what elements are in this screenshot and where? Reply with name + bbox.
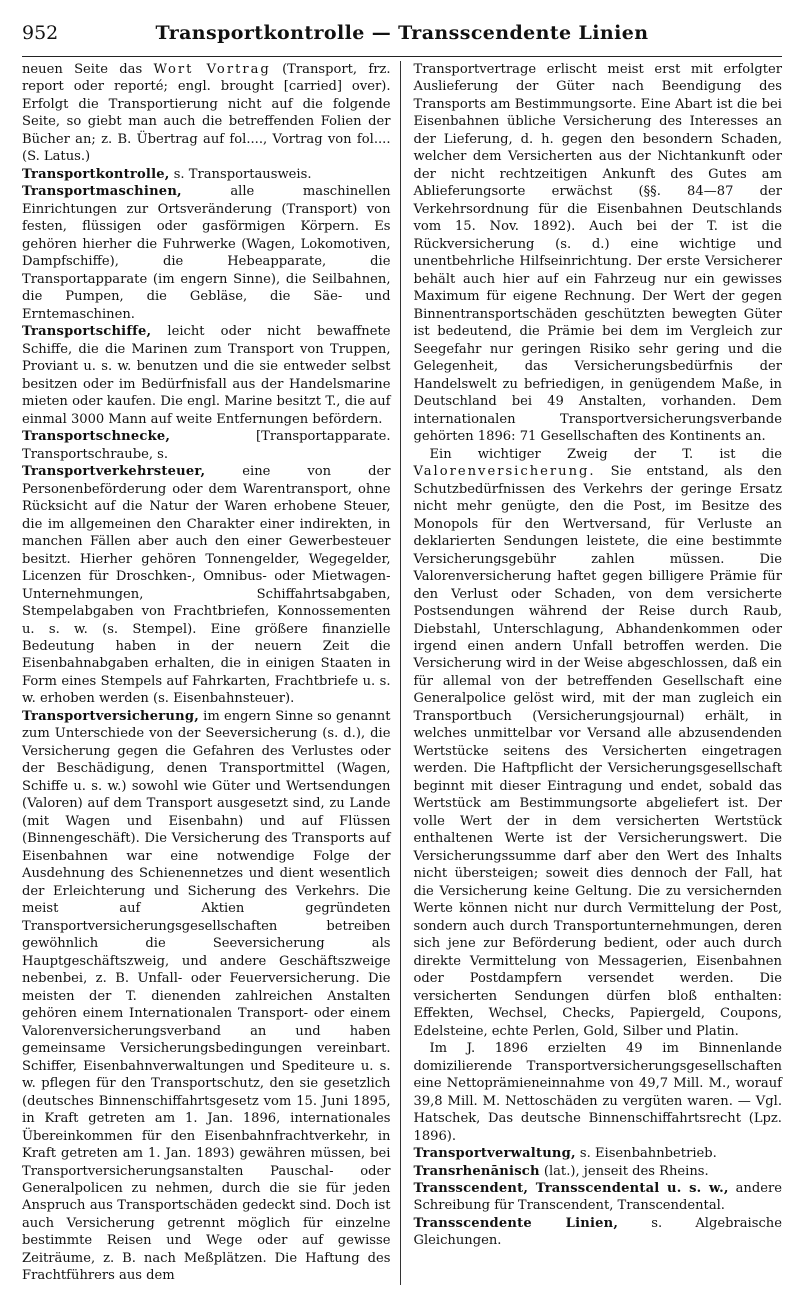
headword: Transrhenānisch: [413, 1163, 540, 1179]
cross-reference-overflow: [Transportapparate.: [256, 429, 391, 445]
entry-text: s. Transportausweis.: [169, 166, 312, 182]
entry-text: leicht oder nicht bewaffnete Schiffe, die die Marinen zum Transport von Truppen, Proviant u. s. w. benutzen und die sie entweder selbst besitzen oder im Bedürfnisfall aus der Handelsmarine mieten oder kaufen. Die engl. Marine besitzt T., die auf einmal 3000 Mann auf weite Entfernungen befördern.: [22, 324, 391, 427]
headword: Transportschiffe,: [22, 324, 152, 340]
entry-transportverkehrsteuer: [22, 463, 391, 708]
text-run: Ein wichtiger Zweig der T. ist die: [429, 446, 782, 462]
headword: Transportverwaltung,: [413, 1146, 576, 1162]
emphasized-term: Valorenversicherung.: [413, 464, 596, 480]
entry-transportkontrolle: [22, 166, 391, 183]
entry-transrhenanisch: [413, 1163, 782, 1180]
text-run: neuen Seite das: [22, 62, 154, 77]
continued-paragraph: Transportvertrage erlischt meist erst mit erfolgter Auslieferung der Güter nach Beendigung des Transports am Bestimmungsorte. Eine Abart ist die bei Eisenbahnen übliche Versicherung des Interesses an der Lieferung, d. h. gegen den besondern Schaden, welcher dem Versicherten aus der Nichtankunft oder der nicht rechtzeitigen Ankunft des Gutes am Ablieferungsorte erwächst (§§. 84—87 der Verkehrsordnung für die Eisenbahnen Deutschlands vom 15. Nov. 1892). Auch bei der T. ist die Rückversicherung (s. d.) eine wichtige und unentbehrliche Hilfseinrichtung. Der erste Versicherer behält auch hier auf ein Fahrzeug nur ein gewisses Maximum für eigene Rechnung. Der Wert der gegen Binnentransportschäden geschützten bewegten Güter ist bedeutend, die Prämie bei dem im Vergleich zur Seegefahr nur geringen Risiko sehr gering und die Gelegenheit, das Versicherungsbedürfnis der Handelswelt zu befriedigen, in genügendem Maße, in Deutschland bei 49 Anstalten, vorhanden. Dem internationalen Transportversicherungsverbande gehörten 1896: 71 Gesellschaften des Kontinents an.: [413, 62, 782, 445]
entry-text: s. Eisenbahnbetrieb.: [575, 1146, 717, 1162]
entry-text: Transportschraube, s.: [22, 446, 169, 462]
entry-transscendente-linien: [413, 1215, 782, 1250]
headword: Transscendent, Transscendental u. s. w.,: [413, 1181, 729, 1196]
emphasized-term: Wort Vortrag: [153, 62, 271, 77]
columns: [22, 61, 782, 1285]
right-column: [406, 61, 782, 1285]
entry-text: im engern Sinne so genannt zum Unterschiede von der Seeversicherung (s. d.), die Versicherung gegen die Gefahren des Verlustes oder der Beschädigung, denen Transportmittel (Wagen, Schiffe u. s. w.) sowohl wie Güter und Wertsendungen (Valoren) auf dem Transport ausgesetzt sind, zu Lande (mit Wagen und Eisenbahn) und auf Flüssen (Binnengeschäft). Die Versicherung des Transports auf Eisenbahnen war eine notwendige Folge der Ausdehnung des Schienennetzes und dient wesentlich der Erleichterung und Sicherung des Verkehrs. Die meist auf Aktien gegründeten Transportversicherungsgesellschaften betreiben gewöhnlich die Seeversicherung als Hauptgeschäftszweig, und andere Geschäftszweige nebenbei, z. B. Unfall- oder Feuerversicherung. Die meisten der T. dienenden zahlreichen Anstalten gehören einem Internationalen Transport- oder einem Valorenversicherungsverband an und haben gemeinsame Versicherungsbedingungen vereinbart. Schiffer, Eisenbahnverwaltungen und Spediteure u. s. w. pflegen für den Transportschutz, den sie gesetzlich (deutsches Binnenschiffahrtsgesetz vom 15. Juni 1895, in Kraft getreten am 1. Jan. 1896, internationales Übereinkommen für den Eisenbahnfrachtverkehr, in Kraft getreten am 1. Jan. 1893) gewähren müssen, bei Transportversicherungsanstalten Pauschal- oder Generalpolicen zu nehmen, durch die sie für jeden Anspruch aus Transportschäden gedeckt sind. Doch ist auch Versicherung getrennt möglich für einzelne bestimmte Reisen und Wege oder auf gewisse Zeiträume, z. B. nach Meßplätzen. Die Haftung des Frachtführers aus dem: [22, 708, 391, 1284]
entry-transscendent: [413, 1180, 782, 1215]
paragraph-statistics: Im J. 1896 erzielten 49 im Binnenlande domizilierende Transportversicherungsgesellschaften eine Nettoprämieneinnahme von 49,7 Mill. M., worauf 39,8 Mill. M. Nettoschäden zu vergüten waren. — Vgl. Hatschek, Das deutsche Binnenschiffahrtsrecht (Lpz. 1896).: [413, 1041, 782, 1144]
text-run: (Transport, frz. report oder reporté; engl. brought [carried] over). Erfolgt die Transportierung nicht auf die folgende Seite, so giebt man auch die betreffenden Folien der Bücher an; z. B. Übertrag auf fol...., Vortrag von fol.... (S. Latus.): [22, 62, 391, 165]
entry-text: eine von der Personenbeförderung oder dem Warentransport, ohne Rücksicht auf die Natur der Waren erhobene Steuer, die im allgemeinen den Charakter einer indirekten, in manchen Fällen aber auch den einer Gewerbesteuer besitzt. Hierher gehören Tonnengelder, Wegegelder, Licenzen für Droschken-, Omnibus- oder Mietwagen-Unternehmungen, Schiffahrtsabgaben, Stempelabgaben von Frachtbriefen, Konnossementen u. s. w. (s. Stempel). Eine größere finanzielle Bedeutung haben in der neuern Zeit die Eisenbahnabgaben erhalten, die in einigen Staaten in Form eines Stempels auf Fahrkarten, Frachtbriefe u. s. w. erhoben werden (s. Eisenbahnsteuer).: [22, 464, 391, 707]
left-column: [22, 61, 400, 1285]
entry-text: alle maschinellen Einrichtungen zur Ortsveränderung (Transport) von festen, flüssigen oder gasförmigen Körpern. Es gehören hierher die Fuhrwerke (Wagen, Lokomotiven, Dampfschiffe), die Hebeapparate, die Transportapparate (im engern Sinne), die Seilbahnen, die Pumpen, die Gebläse, die Säe- und Erntemaschinen.: [22, 184, 391, 322]
paragraph-valorenversicherung: [413, 446, 782, 1040]
entry-text: (lat.), jenseit des Rheins.: [539, 1163, 709, 1179]
headword: Transportmaschinen,: [22, 184, 182, 200]
entry-transportmaschinen: [22, 183, 391, 323]
headword: Transportverkehrsteuer,: [22, 464, 206, 480]
headword: Transportversicherung,: [22, 708, 199, 724]
text-run: Sie entstand, als den Schutzbedürfnissen des Verkehrs der geringe Ersatz nicht mehr genügte, den die Post, im Besitze des Monopols für den Wertversand, für Verluste an deklarierten Sendungen leistete, die eine bestimmte Versicherungsgebühr zahlen müssen. Die Valorenversicherung haftet gegen billigere Prämie für den Verlust oder Schaden, von dem versicherte Postsendungen während der Reise durch Raub, Diebstahl, Unterschlagung, Abhandenkommen oder irgend einen andern Unfall betroffen werden. Die Versicherung wird in der Weise abgeschlossen, daß ein für allemal von der betreffenden Gesellschaft eine Generalpolice gelöst wird, mit der man zugleich ein Transportbuch (Versicherungsjournal) erhält, in welches unmittelbar vor Versand alle abzusendenden Wertstücke seitens des Versicherten eingetragen werden. Die Haftpflicht der Versicherungsgesellschaft beginnt mit dieser Eintragung und endet, sobald das Wertstück am Bestimmungsorte abgeliefert ist. Der volle Wert der in dem versicherten Wertstück enthaltenen Werte ist der Versicherungswert. Die Versicherungssumme darf aber den Wert des Inhalts nicht übersteigen; soweit dies dennoch der Fall, hat die Versicherung keine Geltung. Die zu versichernden Werte können nicht nur durch Vermittelung der Post, sondern auch durch Transportunternehmungen, deren sich jene zur Beförderung bedient, oder auch durch direkte Vermittelung von Messagerien, Eisenbahnen oder Postdampfern versendet werden. Die versicherten Sendungen dürfen bloß enthalten: Effekten, Wechsel, Checks, Papiergeld, Coupons, Edelsteine, echte Perlen, Gold, Silber und Platin.: [413, 464, 782, 1039]
column-divider: [400, 61, 401, 1285]
continuation-paragraph: [22, 61, 391, 166]
entry-text: andere Schreibung für Transcendent, Transcendental.: [413, 1181, 782, 1214]
entry-transportverwaltung: [413, 1145, 782, 1162]
page-header: [22, 22, 782, 57]
page-number: 952: [22, 22, 59, 44]
entry-text: s. Algebraische Gleichungen.: [413, 1215, 782, 1249]
headword: Transportschnecke,: [22, 429, 171, 445]
entry-transportversicherung: [22, 708, 391, 1285]
headword: Transportkontrolle,: [22, 166, 170, 182]
headword: Transscendente Linien,: [413, 1215, 619, 1231]
running-head: Transportkontrolle — Transscendente Linien: [155, 22, 649, 44]
